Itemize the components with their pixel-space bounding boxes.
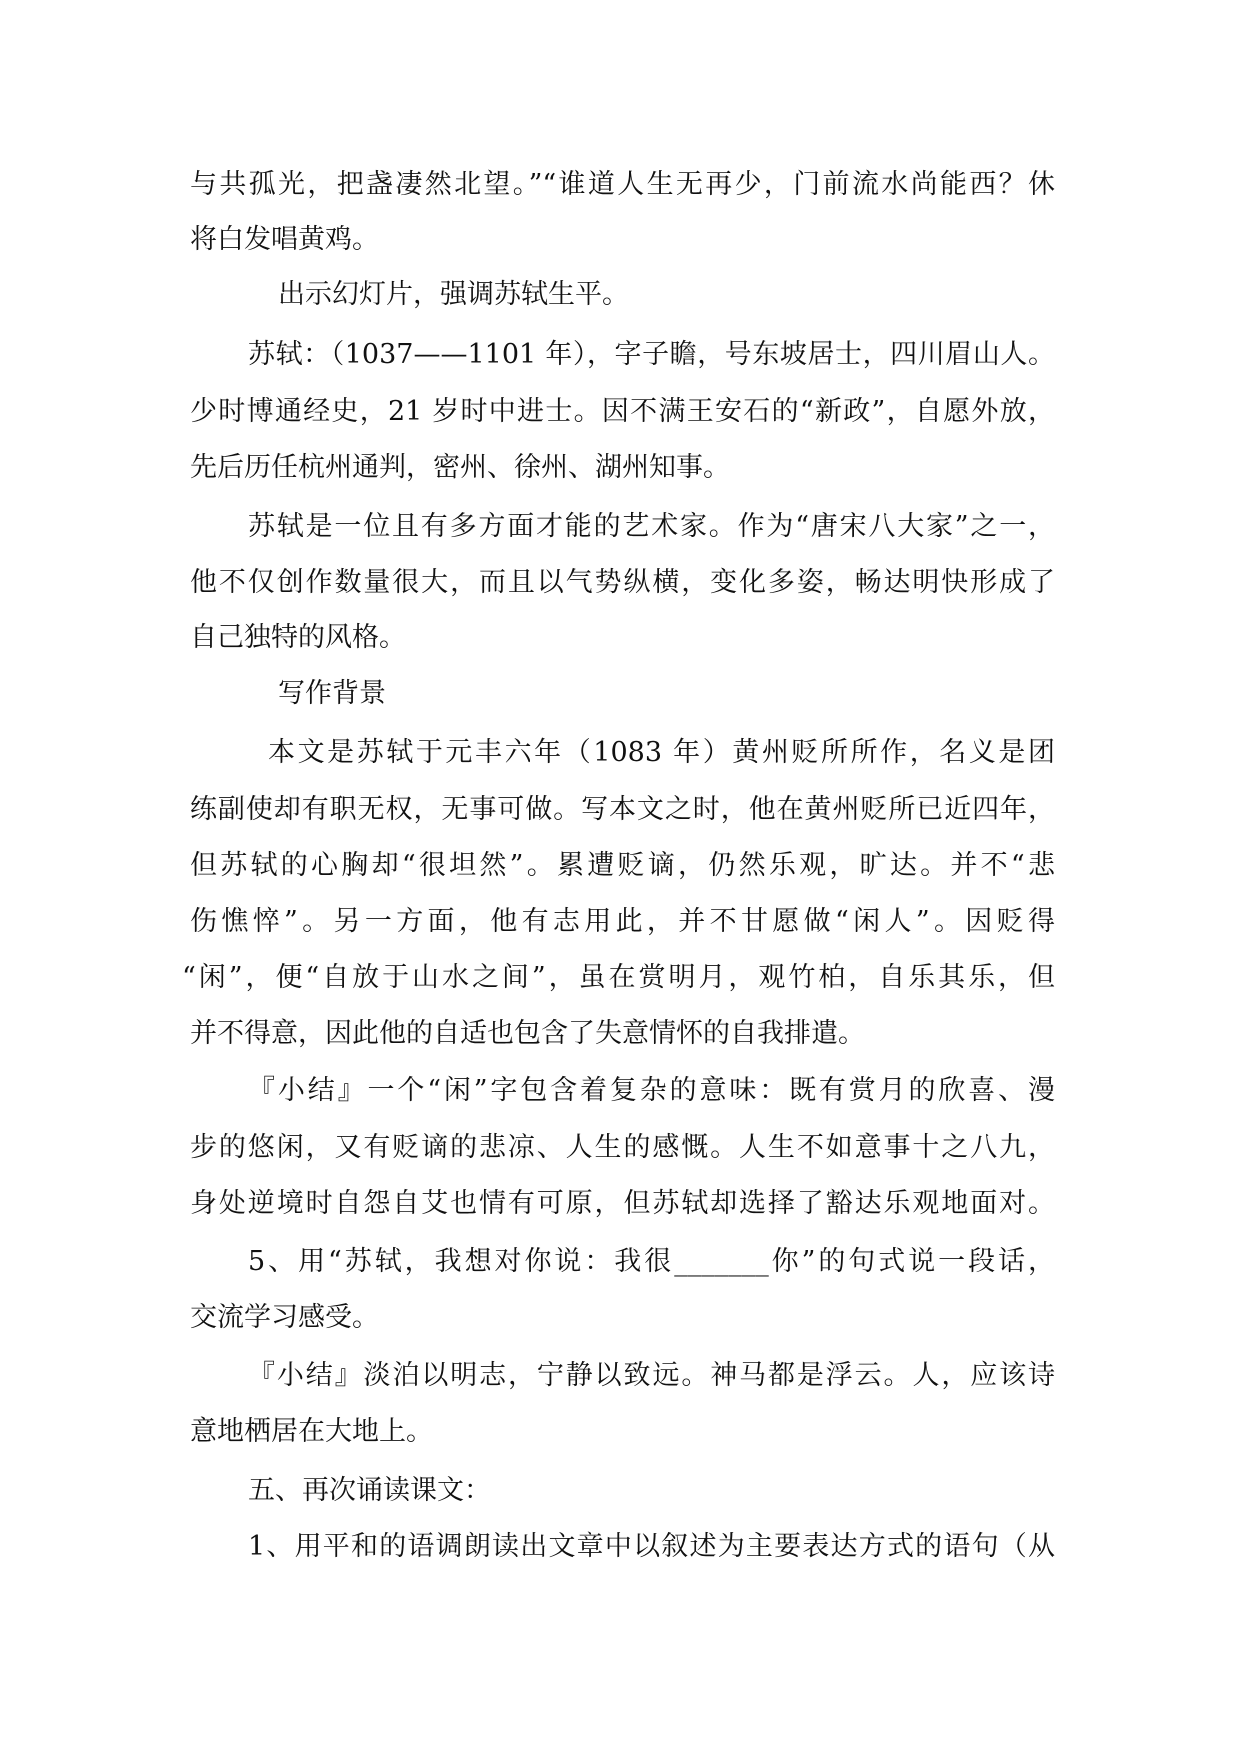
exercise-line: 1、用平和的语调朗读出文章中以叙述为主要表达方式的语句（从 xyxy=(248,1531,1055,1562)
text-line: 苏轼是一位且有多方面才能的艺术家。作为“唐宋八大家”之一， xyxy=(248,511,1055,542)
text-line: 苏轼：（1037——1101 年），字子瞻，号东坡居士，四川眉山人。 xyxy=(248,339,1055,370)
text-line: 他不仅创作数量很大，而且以气势纵横，变化多姿，畅达明快形成了 xyxy=(190,567,1055,598)
text-line: 少时博通经史，21 岁时中进士。因不满王安石的“新政”，自愿外放， xyxy=(190,396,1055,427)
text-line: 身处逆境时自怨自艾也情有可原，但苏轼却选择了豁达乐观地面对。 xyxy=(190,1188,1055,1219)
text-line: 步的悠闲，又有贬谪的悲凉、人生的感慨。人生不如意事十之八九， xyxy=(190,1132,1055,1163)
summary-line: 『小结』一个“闲”字包含着复杂的意味：既有赏月的欣喜、漫 xyxy=(248,1075,1055,1106)
section-note: 出示幻灯片，强调苏轼生平。 xyxy=(278,279,629,310)
text-line: 与共孤光，把盏凄然北望。”“谁道人生无再少，门前流水尚能西？休 xyxy=(190,169,1055,200)
exercise-line: 5、用“苏轼，我想对你说：我很_______你”的句式说一段话， xyxy=(248,1246,1055,1277)
text-line: 伤憔悴”。另一方面，他有志用此，并不甘愿做“闲人”。因贬得 xyxy=(190,906,1055,937)
text-line: 先后历任杭州通判，密州、徐州、湖州知事。 xyxy=(190,452,730,483)
text-line: 将白发唱黄鸡。 xyxy=(190,224,379,255)
text-line: 交流学习感受。 xyxy=(190,1302,379,1333)
text-line: 但苏轼的心胸却“很坦然”。累遭贬谪，仍然乐观，旷达。并不“悲 xyxy=(190,850,1055,881)
text-line: 练副使却有职无权，无事可做。写本文之时，他在黄州贬所已近四年， xyxy=(190,794,1055,825)
section-heading: 写作背景 xyxy=(278,678,386,709)
text-line: 自己独特的风格。 xyxy=(190,622,406,653)
text-line: 意地栖居在大地上。 xyxy=(190,1416,433,1447)
text-line: 本文是苏轼于元丰六年（1083 年）黄州贬所所作，名义是团 xyxy=(268,737,1055,768)
text-line: 并不得意，因此他的自适也包含了失意情怀的自我排遣。 xyxy=(190,1018,865,1049)
summary-line: 『小结』淡泊以明志，宁静以致远。神马都是浮云。人，应该诗 xyxy=(248,1360,1055,1391)
section-heading: 五、再次诵读课文： xyxy=(248,1475,491,1506)
text-line: “闲”，便“自放于山水之间”，虽在赏明月，观竹柏，自乐其乐，但 xyxy=(182,962,1055,993)
